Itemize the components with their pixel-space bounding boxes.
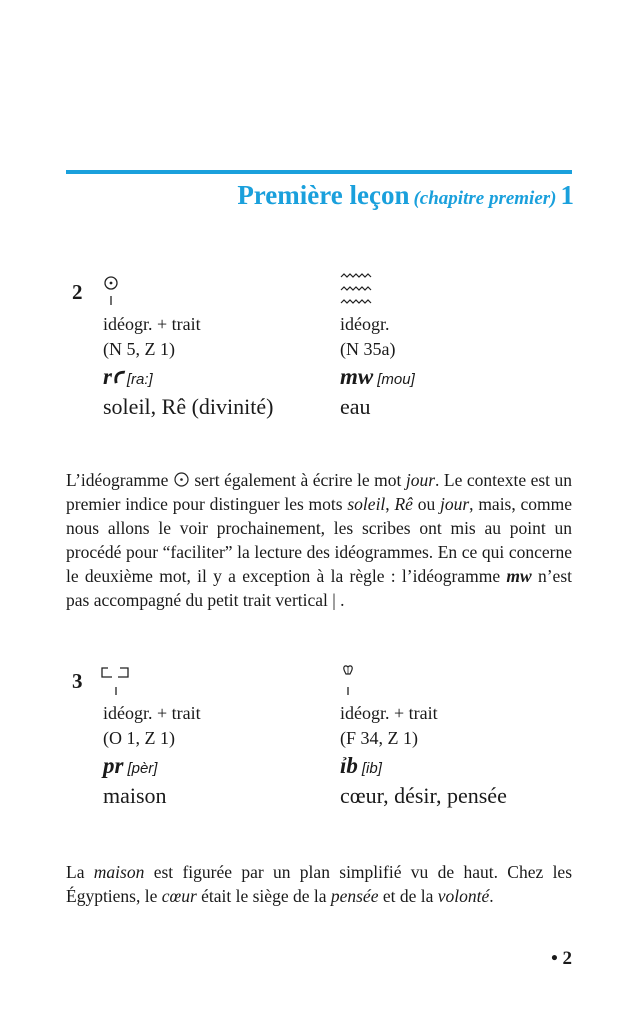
ideogram-type: idéogr. xyxy=(340,314,390,334)
sign-code: (O 1, Z 1) xyxy=(103,728,175,748)
transliteration xyxy=(103,751,343,781)
transliteration-inline: mw xyxy=(506,566,532,586)
transliteration xyxy=(340,362,580,392)
ideogram-type: idéogr. + trait xyxy=(103,314,201,334)
transliteration-word: rꜥ xyxy=(103,364,123,389)
sign-code: (N 35a) xyxy=(340,339,396,359)
emphasized-word: cœur xyxy=(161,886,197,906)
meaning: maison xyxy=(103,783,167,808)
emphasized-word: Rê xyxy=(394,494,413,514)
emphasized-word: jour xyxy=(405,470,436,490)
entry-3-item-2 xyxy=(340,701,580,811)
explanation-paragraph-2 xyxy=(66,860,572,908)
transliteration xyxy=(340,751,580,781)
emphasized-word: soleil xyxy=(347,494,386,514)
emphasized-word: jour xyxy=(439,494,470,514)
heart-glyph-icon xyxy=(338,663,378,703)
entry-2-item-2 xyxy=(340,312,580,422)
pronunciation: [ra:] xyxy=(126,371,153,388)
text-segment: n’est pas accompagné du petit trait vertical | . xyxy=(66,566,573,610)
lesson-title: Première leçon xyxy=(237,180,410,210)
pronunciation: [pèr] xyxy=(127,760,158,777)
text-segment: L’idéogramme xyxy=(66,470,169,490)
emphasized-word: pensée xyxy=(330,886,379,906)
meaning: eau xyxy=(340,394,371,419)
lesson-subtitle: (chapitre premier) xyxy=(413,188,557,209)
explanation-paragraph-1 xyxy=(66,468,572,612)
meaning: cœur, désir, pensée xyxy=(340,783,507,808)
water-glyph-icon xyxy=(338,270,374,310)
lesson-header xyxy=(237,180,574,211)
entry-number: 3 xyxy=(72,669,83,693)
lesson-number: 1 xyxy=(560,180,574,210)
house-plan-glyph-icon xyxy=(100,663,140,703)
text-segment: . Le contexte est un premier indice pour distinguer les mots xyxy=(66,470,573,514)
page-number: • 2 xyxy=(551,948,572,969)
text-segment: est figurée par un plan simplifié vu de haut. Chez les Égyptiens, le xyxy=(66,862,573,906)
entry-number: 2 xyxy=(72,280,83,304)
text-segment: La xyxy=(66,862,85,882)
transliteration-word: ỉb xyxy=(340,753,358,778)
text-segment: , xyxy=(385,494,390,514)
ideogram-type: idéogr. + trait xyxy=(340,703,438,723)
header-rule xyxy=(66,170,572,174)
sign-code: (N 5, Z 1) xyxy=(103,339,175,359)
emphasized-word: maison xyxy=(93,862,145,882)
sun-disk-inline-icon xyxy=(173,471,190,488)
pronunciation: [ib] xyxy=(361,760,382,777)
text-segment: et de la xyxy=(382,886,434,906)
transliteration xyxy=(103,362,343,392)
emphasized-word: volonté xyxy=(437,886,490,906)
transliteration-word: pr xyxy=(103,753,124,778)
meaning: soleil, Rê (divinité) xyxy=(103,394,274,419)
pronunciation: [mou] xyxy=(377,371,415,388)
text-segment: était le siège de la xyxy=(201,886,327,906)
entry-3-item-1 xyxy=(103,701,343,811)
text-segment: , mais, comme nous allons le voir prochainement, les scribes ont mis au point un procédé pour “faciliter” la lecture des idéogrammes. En ce qui concerne le deuxième mot, il y a exception à la règle : l’idéogramme xyxy=(66,494,573,586)
ideogram-type: idéogr. + trait xyxy=(103,703,201,723)
text-segment: ou xyxy=(417,494,436,514)
sun-disk-glyph-icon xyxy=(96,272,136,312)
text-segment: sert également à écrire le mot xyxy=(194,470,402,490)
sign-code: (F 34, Z 1) xyxy=(340,728,418,748)
transliteration-word: mw xyxy=(340,364,374,389)
text-segment: . xyxy=(489,886,494,906)
entry-2-item-1 xyxy=(103,312,343,422)
